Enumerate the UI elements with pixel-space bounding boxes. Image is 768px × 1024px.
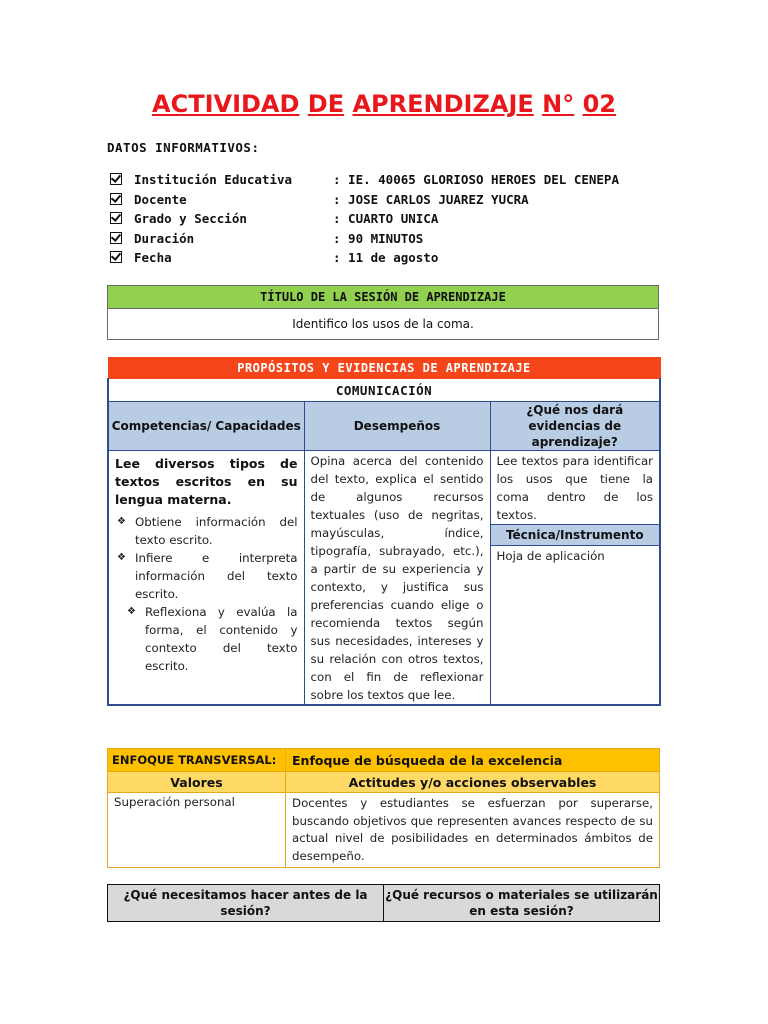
competencias-cell <box>108 451 304 706</box>
info-label: Fecha <box>134 250 172 265</box>
checkbox-icon <box>110 232 122 244</box>
info-row-grado <box>110 211 670 231</box>
title-word-02: 02 <box>582 90 616 118</box>
info-value: : JOSE CARLOS JUAREZ YUCRA <box>333 191 529 207</box>
valor-text: Superación personal <box>108 793 286 868</box>
actitud-text: Docentes y estudiantes se esfuerzan por superarse, buscando objetivos que representen avances respecto de su actual nivel de posibilidades en determinados ámbitos de desempeño. <box>286 793 660 868</box>
info-label: Duración <box>134 230 195 246</box>
checkbox-icon <box>110 173 122 185</box>
info-value: : CUARTO UNICA <box>333 211 439 226</box>
checkbox-icon <box>110 251 122 263</box>
evidencias-cell <box>490 451 660 706</box>
column-header-actitudes: Actitudes y/o acciones observables <box>286 772 660 793</box>
info-value: : 90 MINUTOS <box>333 230 424 246</box>
column-header-desempenos: Desempeños <box>304 402 490 451</box>
info-row-docente <box>110 192 670 212</box>
sesion-title-text: Identifico los usos de la coma. <box>108 309 659 340</box>
competencia-text: Lee diversos tipos de textos escritos en su lengua materna. <box>115 456 298 507</box>
title-word-de: DE <box>307 90 345 118</box>
checkbox-icon <box>110 193 122 205</box>
column-header-competencias: Competencias/ Capacidades <box>108 402 304 451</box>
pregunta-antes-sesion: ¿Qué necesitamos hacer antes de la sesión? <box>108 885 384 922</box>
evidencia-text: Lee textos para identificar los usos que tiene la coma dentro de los textos. <box>496 454 654 522</box>
capacidades-list <box>115 513 298 675</box>
enfoque-value: Enfoque de búsqueda de la excelencia <box>286 749 660 772</box>
tecnica-value: Hoja de aplicación <box>496 549 605 563</box>
capacidad-item: ❖ Infiere e interpreta información del texto escrito. <box>115 549 298 603</box>
desempeno-cell: Opina acerca del contenido del texto, explica el sentido de algunos recursos textuales (uso de negritas, mayúsculas, índice, tipografía, subrayado, etc.), a partir de su experiencia y contexto, y justifica sus preferencias cuando elige o recomienda textos según sus necesidades, intereses y su relación con otros textos, con el fin de reflexionar sobre los textos que lee. <box>304 451 490 706</box>
info-label: Grado y Sección <box>134 211 247 226</box>
pregunta-recursos: ¿Qué recursos o materiales se utilizarán en esta sesión? <box>384 885 660 922</box>
propositos-header: PROPÓSITOS Y EVIDENCIAS DE APRENDIZAJE <box>108 358 660 379</box>
checkbox-icon <box>110 212 122 224</box>
propositos-table <box>107 357 661 706</box>
capacidad-item: ❖ Reflexiona y evalúa la forma, el contenido y contexto del texto escrito. <box>125 603 298 675</box>
info-list <box>110 172 670 270</box>
capacidad-item: ❖ Obtiene información del texto escrito. <box>115 513 298 549</box>
title-word-actividad: ACTIVIDAD <box>152 90 300 118</box>
info-label: Institución Educativa <box>134 172 293 187</box>
datos-informativos-label: DATOS INFORMATIVOS: <box>107 140 260 155</box>
title-word-numero: N° <box>542 90 575 118</box>
info-label: Docente <box>134 191 187 207</box>
info-value: : IE. 40065 GLORIOSO HEROES DEL CENEPA <box>333 172 619 187</box>
info-row-institucion <box>110 172 670 192</box>
tecnica-header: Técnica/Instrumento <box>491 524 660 546</box>
title-word-aprendizaje: APRENDIZAJE <box>352 90 534 118</box>
enfoque-label: ENFOQUE TRANSVERSAL: <box>108 749 286 772</box>
column-header-evidencias: ¿Qué nos dará evidencias de aprendizaje? <box>490 402 660 451</box>
area-label: COMUNICACIÓN <box>108 379 660 402</box>
sesion-header: TÍTULO DE LA SESIÓN DE APRENDIZAJE <box>108 286 659 309</box>
enfoque-table <box>107 748 660 868</box>
info-row-fecha <box>110 250 670 270</box>
page-title <box>0 90 768 118</box>
sesion-table <box>107 285 659 340</box>
info-value: : 11 de agosto <box>333 250 439 265</box>
column-header-valores: Valores <box>108 772 286 793</box>
info-row-duracion <box>110 231 670 251</box>
preparacion-table <box>107 884 660 922</box>
